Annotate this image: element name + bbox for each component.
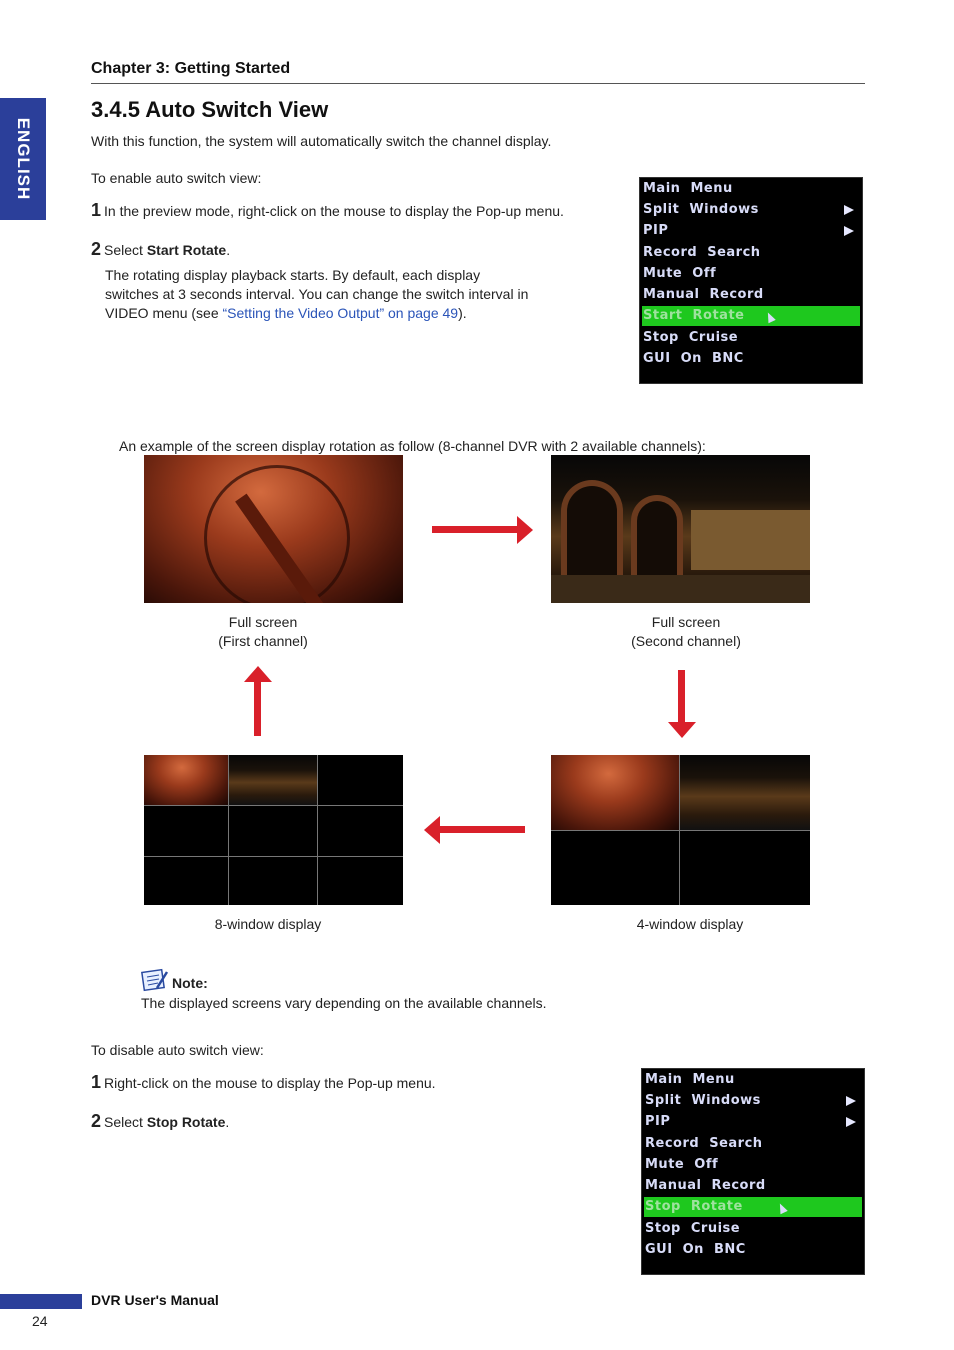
grid-line — [228, 755, 229, 905]
arrow-left-icon — [440, 826, 525, 833]
caption-line: (First channel) — [218, 633, 308, 649]
screen-four-window — [551, 755, 810, 905]
submenu-arrow-icon — [844, 226, 854, 236]
arrow-up-icon — [254, 680, 261, 736]
menu-item-main-menu[interactable]: Main Menu — [643, 181, 733, 196]
detail-prefix: VIDEO menu (see — [105, 305, 223, 321]
menu-item-gui-bnc[interactable]: GUI On BNC — [645, 1242, 746, 1257]
menu-item-manual-record[interactable]: Manual Record — [645, 1178, 766, 1193]
menu-item-pip[interactable]: PIP — [642, 221, 860, 241]
enable-step-1 — [91, 201, 564, 221]
menu-item-record-search[interactable]: Record Search — [645, 1136, 763, 1151]
note-label: Note: — [172, 975, 208, 991]
example-text: An example of the screen display rotation as follow (8-channel DVR with 2 available channels): — [119, 438, 706, 454]
street-ground — [551, 575, 810, 603]
header-divider — [91, 83, 865, 84]
submenu-arrow-icon — [846, 1117, 856, 1127]
grid-line — [551, 830, 810, 831]
chapter-title: Chapter 3: Getting Started — [91, 60, 291, 77]
step-number: 2 — [91, 1111, 102, 1131]
menu-item-split-windows[interactable]: Split Windows — [644, 1091, 862, 1111]
footer-bar — [0, 1294, 82, 1309]
popup-menu-start — [639, 177, 863, 384]
arrow-down-icon — [678, 670, 685, 728]
mouse-cursor-icon — [764, 311, 775, 323]
step-suffix: . — [226, 242, 231, 258]
screen-eight-window — [144, 755, 403, 905]
footer-title: DVR User's Manual — [91, 1292, 219, 1308]
screen-first-channel — [144, 455, 403, 603]
caption-four-window: 4-window display — [636, 916, 744, 932]
step-bold: Stop Rotate — [146, 1114, 226, 1130]
note-icon — [141, 968, 167, 990]
arrow-right-head-icon — [517, 516, 533, 544]
tile-channel-1 — [144, 755, 228, 805]
menu-item-split-windows[interactable]: Split Windows — [642, 200, 860, 220]
enable-detail-line-3 — [105, 304, 467, 323]
caption-line: Full screen — [651, 614, 721, 630]
menu-item-stop-cruise[interactable]: Stop Cruise — [645, 1221, 741, 1236]
tile-channel-1 — [551, 755, 679, 830]
popup-menu-stop — [641, 1068, 865, 1275]
mouse-cursor-icon — [776, 1202, 787, 1214]
menu-item-mute[interactable]: Mute Off — [643, 266, 717, 281]
arrow-down-head-icon — [668, 722, 696, 738]
arrow-right-icon — [432, 526, 522, 533]
enable-detail-line-1: The rotating display playback starts. By default, each display — [105, 267, 481, 283]
grid-line — [317, 755, 318, 905]
building-facade — [691, 510, 810, 570]
section-title: 3.4.5 Auto Switch View — [91, 97, 329, 122]
step-prefix: Select — [104, 242, 147, 258]
menu-item-start-rotate[interactable]: Start Rotate — [642, 306, 860, 326]
menu-item-manual-record[interactable]: Manual Record — [643, 287, 764, 302]
disable-step-2 — [91, 1112, 229, 1132]
menu-item-stop-cruise[interactable]: Stop Cruise — [643, 330, 739, 345]
arrow-up-head-icon — [244, 666, 272, 682]
page-number: 24 — [32, 1313, 48, 1329]
tile-channel-2 — [229, 755, 317, 805]
caption-second-channel — [566, 613, 806, 651]
caption-line: Full screen — [228, 614, 298, 630]
disable-heading: To disable auto switch view: — [91, 1042, 264, 1058]
menu-item-record-search[interactable]: Record Search — [643, 245, 761, 260]
intro-text: With this function, the system will automatically switch the channel display. — [91, 133, 552, 149]
enable-heading: To enable auto switch view: — [91, 170, 262, 186]
menu-item-gui-bnc[interactable]: GUI On BNC — [643, 351, 744, 366]
submenu-arrow-icon — [844, 205, 854, 215]
language-tab-label: ENGLISH — [14, 117, 33, 201]
menu-item-pip[interactable]: PIP — [644, 1112, 862, 1132]
caption-line: (Second channel) — [631, 633, 741, 649]
video-output-link[interactable]: “Setting the Video Output” on page 49 — [222, 305, 459, 321]
step-text: Right-click on the mouse to display the Pop-up menu. — [104, 1075, 436, 1091]
step-prefix: Select — [104, 1114, 147, 1130]
step-number: 1 — [91, 1072, 102, 1092]
staircase-ring — [204, 465, 350, 603]
screen-second-channel — [551, 455, 810, 603]
step-bold: Start Rotate — [146, 242, 227, 258]
grid-line — [144, 856, 403, 857]
tile-channel-2 — [680, 755, 810, 830]
grid-line — [144, 805, 403, 806]
step-number: 1 — [91, 200, 102, 220]
enable-step-2 — [91, 240, 230, 260]
language-tab — [0, 98, 46, 220]
submenu-arrow-icon — [846, 1096, 856, 1106]
note-text: The displayed screens vary depending on the available channels. — [141, 995, 547, 1011]
arrow-left-head-icon — [424, 816, 440, 844]
caption-eight-window: 8-window display — [214, 916, 322, 932]
caption-first-channel — [143, 613, 383, 651]
step-suffix: . — [225, 1114, 230, 1130]
enable-detail-line-2: switches at 3 seconds interval. You can change the switch interval in — [105, 286, 529, 302]
menu-item-mute[interactable]: Mute Off — [645, 1157, 719, 1172]
menu-item-stop-rotate[interactable]: Stop Rotate — [644, 1197, 862, 1217]
step-number: 2 — [91, 239, 102, 259]
detail-suffix: ). — [458, 305, 467, 321]
menu-item-main-menu[interactable]: Main Menu — [645, 1072, 735, 1087]
disable-step-1 — [91, 1073, 436, 1093]
step-text: In the preview mode, right-click on the mouse to display the Pop-up menu. — [104, 203, 564, 219]
